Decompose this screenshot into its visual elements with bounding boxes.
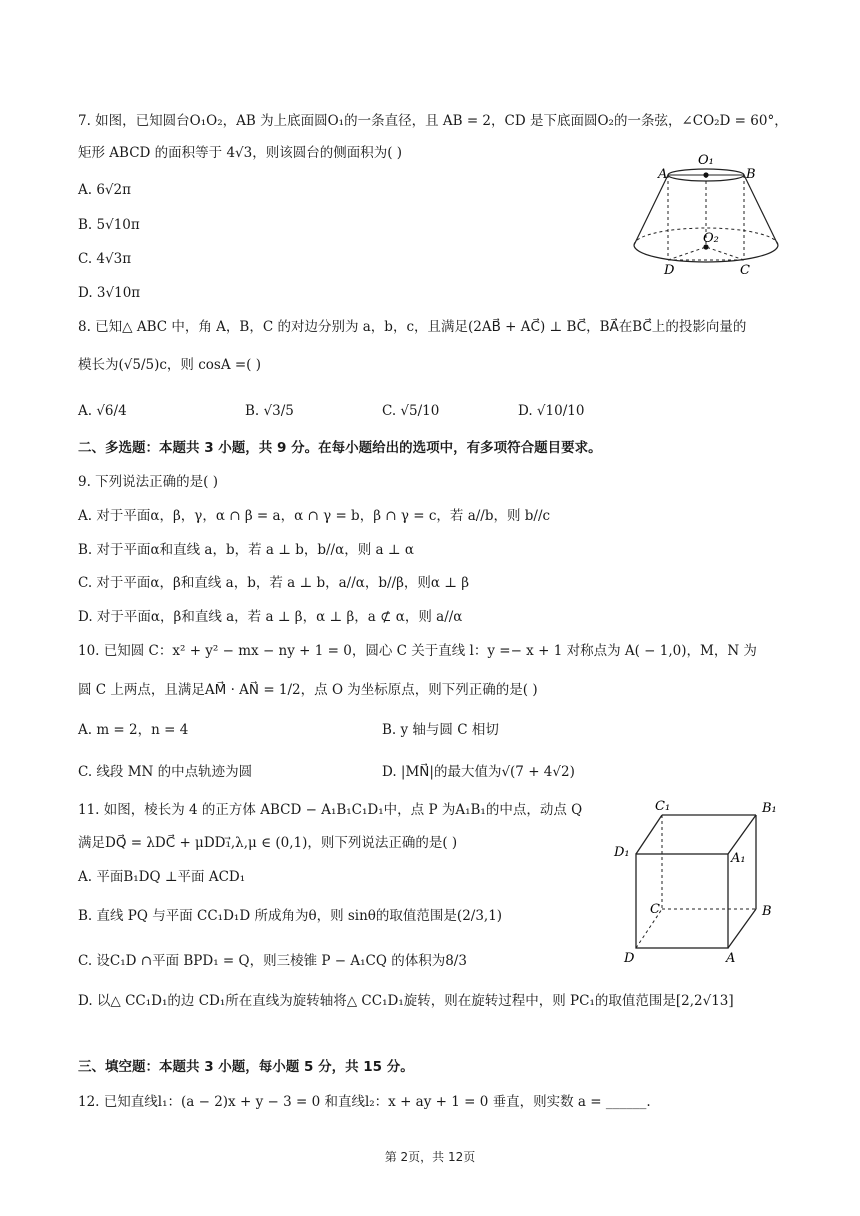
q12-stem: 12. 已知直线l₁：(a − 2)x + y − 3 = 0 和直线l₂：x + ay + 1 = 0 垂直，则实数 a = ______.: [78, 1094, 651, 1110]
frustum-label-o1: O₁: [698, 153, 714, 168]
frustum-label-a: A: [658, 167, 668, 182]
q10-option-b: B. y 轴与圆 C 相切: [382, 722, 499, 738]
q9-option-d: D. 对于平面α，β和直线 a，若 a ⊥ β，α ⊥ β，a ⊄ α，则 a//α: [78, 609, 463, 625]
q9-option-c: C. 对于平面α，β和直线 a，b，若 a ⊥ b，a//α，b//β，则α ⊥ β: [78, 575, 470, 591]
q10-stem-line1: 10. 已知圆 C：x² + y² − mx − ny + 1 = 0，圆心 C 关于直线 l：y =− x + 1 对称点为 A( − 1,0)，M，N 为: [78, 643, 757, 659]
q11-option-d: D. 以△ CC₁D₁的边 CD₁所在直线为旋转轴将△ CC₁D₁旋转，则在旋转过程中，则 PC₁的取值范围是[2,2√13]: [78, 993, 734, 1009]
q11-option-b: B. 直线 PQ 与平面 CC₁D₁D 所成角为θ，则 sinθ的取值范围是(2/3,1): [78, 908, 503, 924]
cube-label-d: D: [624, 951, 635, 966]
q7-option-b: B. 5√10π: [78, 217, 140, 233]
q8-stem-line1: 8. 已知△ ABC 中，角 A，B，C 的对边分别为 a，b，c，且满足(2AB⃗ + AC⃗) ⊥ BC⃗，BA⃗在BC⃗上的投影向量的: [78, 319, 747, 335]
q7-option-a: A. 6√2π: [78, 182, 131, 198]
cube-label-c1: C₁: [655, 799, 671, 814]
frustum-figure: [628, 148, 788, 278]
page-footer: 第 2页，共 12页: [384, 1150, 476, 1164]
frustum-label-c: C: [740, 263, 750, 278]
q9-option-b: B. 对于平面α和直线 a，b，若 a ⊥ b，b//α，则 a ⊥ α: [78, 542, 414, 558]
section-3-heading: 三、填空题：本题共 3 小题，每小题 5 分，共 15 分。: [78, 1059, 414, 1075]
frustum-label-d: D: [664, 263, 675, 278]
cube-label-b: B: [762, 904, 772, 919]
q11-stem-line1: 11. 如图，棱长为 4 的正方体 ABCD − A₁B₁C₁D₁中，点 P 为A₁B₁的中点，动点 Q: [78, 802, 583, 818]
q11-option-a: A. 平面B₁DQ ⊥平面 ACD₁: [78, 869, 246, 885]
q8-option-c: C. √5/10: [382, 403, 440, 419]
q7-stem-line1: 7. 如图，已知圆台O₁O₂，AB 为上底面圆O₁的一条直径，且 AB = 2，CD 是下底面圆O₂的一条弦，∠CO₂D = 60°，: [78, 113, 788, 129]
q7-stem-line2: 矩形 ABCD 的面积等于 4√3，则该圆台的侧面积为( ): [78, 145, 403, 161]
q8-option-b: B. √3/5: [245, 403, 294, 419]
frustum-label-o2: O₂: [703, 231, 719, 246]
q8-option-a: A. √6/4: [78, 403, 127, 419]
q11-stem-line2: 满足DQ⃗ = λDC⃗ + μDD₁⃗,λ,μ ∈ (0,1)，则下列说法正确的是( ): [78, 835, 458, 851]
q7-option-c: C. 4√3π: [78, 251, 132, 267]
q10-stem-line2: 圆 C 上两点，且满足AM⃗ · AN⃗ = 1/2，点 O 为坐标原点，则下列正确的是( ): [78, 682, 538, 698]
cube-label-b1: B₁: [762, 801, 777, 816]
q9-stem: 9. 下列说法正确的是( ): [78, 474, 218, 490]
q8-stem-line2: 模长为(√5/5)c，则 cosA =( ): [78, 357, 262, 373]
q10-option-a: A. m = 2，n = 4: [78, 722, 189, 738]
q10-option-c: C. 线段 MN 的中点轨迹为圆: [78, 764, 253, 780]
cube-label-d1: D₁: [614, 845, 630, 860]
section-2-heading: 二、多选题：本题共 3 小题，共 9 分。在每小题给出的选项中，有多项符合题目要求。: [78, 440, 602, 456]
frustum-label-b: B: [746, 167, 756, 182]
q11-option-c: C. 设C₁D ∩平面 BPD₁ = Q，则三棱锥 P − A₁CQ 的体积为8/3: [78, 953, 467, 969]
q8-option-d: D. √10/10: [518, 403, 585, 419]
q9-option-a: A. 对于平面α，β，γ，α ∩ β = a，α ∩ γ = b，β ∩ γ = c，若 a//b，则 b//c: [78, 508, 551, 524]
cube-figure: [610, 790, 790, 970]
q7-option-d: D. 3√10π: [78, 285, 141, 301]
q10-option-d: D. |MN⃗|的最大值为√(7 + 4√2): [382, 764, 575, 780]
cube-label-a1: A₁: [731, 851, 746, 866]
cube-label-a: A: [726, 951, 736, 966]
cube-label-c: C: [650, 902, 660, 917]
